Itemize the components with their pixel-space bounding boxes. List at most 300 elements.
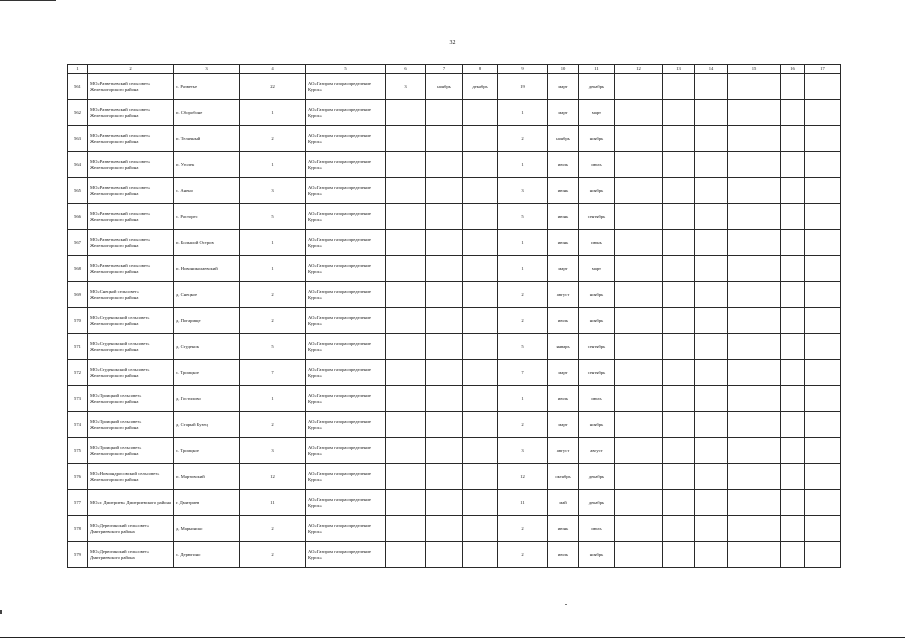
cell-col-7 <box>426 334 463 360</box>
cell-municipality: МО«Дерюгинский сельсовет» Дмитриевского района <box>88 516 174 542</box>
cell-col-6 <box>386 152 426 178</box>
cell-col-9-count: 5 <box>498 334 548 360</box>
cell-col-12-empty <box>615 282 663 308</box>
cell-col-17-empty <box>805 490 841 516</box>
cell-municipality: МО«Студенокский сельсовет» Железногорского района <box>88 334 174 360</box>
column-header-1: 1 <box>68 65 88 74</box>
cell-col-6 <box>386 386 426 412</box>
column-header-15: 15 <box>728 65 781 74</box>
column-header-13: 13 <box>663 65 695 74</box>
cell-col-4-count: 1 <box>240 100 306 126</box>
cell-col-11-end-month: ноябрь <box>579 282 615 308</box>
cell-col-6 <box>386 438 426 464</box>
cell-gas-organization: АО«Газпром газораспределение Курск» <box>306 74 386 100</box>
cell-gas-organization: АО«Газпром газораспределение Курск» <box>306 308 386 334</box>
cell-col-9-count: 2 <box>498 542 548 568</box>
cell-col-17-empty <box>805 542 841 568</box>
cell-col-9-count: 19 <box>498 74 548 100</box>
table-row <box>68 360 841 386</box>
cell-col-17-empty <box>805 464 841 490</box>
cell-col-11-end-month: март <box>579 100 615 126</box>
cell-col-17-empty <box>805 230 841 256</box>
cell-col-8 <box>463 230 498 256</box>
cell-col-11-end-month: сентябрь <box>579 204 615 230</box>
cell-col-7 <box>426 412 463 438</box>
cell-row-number: 574 <box>68 412 88 438</box>
cell-col-11-end-month: сентябрь <box>579 334 615 360</box>
table-header-row <box>68 65 841 74</box>
cell-col-17-empty <box>805 282 841 308</box>
cell-col-4-count: 2 <box>240 542 306 568</box>
cell-col-6 <box>386 178 426 204</box>
cell-settlement: с. Троицкое <box>174 438 240 464</box>
cell-col-12-empty <box>615 386 663 412</box>
cell-col-11-end-month: июль <box>579 152 615 178</box>
cell-col-13-empty <box>663 490 695 516</box>
table-row <box>68 386 841 412</box>
cell-col-16-empty <box>781 438 805 464</box>
cell-col-7 <box>426 542 463 568</box>
cell-col-9-count: 7 <box>498 360 548 386</box>
cell-gas-organization: АО«Газпром газораспределение Курск» <box>306 282 386 308</box>
cell-col-9-count: 12 <box>498 464 548 490</box>
cell-col-9-count: 11 <box>498 490 548 516</box>
cell-col-9-count: 1 <box>498 152 548 178</box>
cell-col-7 <box>426 100 463 126</box>
cell-municipality: МО«Разветьевский сельсовет» Железногорского района <box>88 100 174 126</box>
cell-col-17-empty <box>805 386 841 412</box>
scan-mark <box>0 610 2 614</box>
cell-col-15-empty <box>728 516 781 542</box>
cell-col-17-empty <box>805 100 841 126</box>
cell-col-17-empty <box>805 204 841 230</box>
cell-col-16-empty <box>781 126 805 152</box>
cell-col-11-end-month: декабрь <box>579 464 615 490</box>
cell-col-14-empty <box>695 412 728 438</box>
cell-settlement: д. Погарище <box>174 308 240 334</box>
cell-settlement: д. Старый Бузец <box>174 412 240 438</box>
table-row <box>68 282 841 308</box>
cell-municipality: МО«Разветьевский сельсовет» Железногорского района <box>88 126 174 152</box>
cell-row-number: 562 <box>68 100 88 126</box>
cell-col-15-empty <box>728 542 781 568</box>
cell-municipality: МО«Студенокский сельсовет» Железногорского района <box>88 360 174 386</box>
cell-col-15-empty <box>728 308 781 334</box>
cell-col-6 <box>386 126 426 152</box>
cell-settlement: п. Телячный <box>174 126 240 152</box>
cell-col-13-empty <box>663 204 695 230</box>
cell-settlement: п. Уголек <box>174 152 240 178</box>
cell-row-number: 572 <box>68 360 88 386</box>
cell-col-11-end-month: декабрь <box>579 74 615 100</box>
cell-col-17-empty <box>805 360 841 386</box>
cell-col-16-empty <box>781 360 805 386</box>
cell-municipality: МО«Троицкий сельсовет» Железногорского района <box>88 438 174 464</box>
cell-col-11-end-month: июль <box>579 386 615 412</box>
table-row <box>68 256 841 282</box>
cell-col-9-count: 1 <box>498 256 548 282</box>
cell-col-7 <box>426 230 463 256</box>
table-row <box>68 438 841 464</box>
cell-gas-organization: АО«Газпром газораспределение Курск» <box>306 386 386 412</box>
cell-col-7 <box>426 126 463 152</box>
cell-gas-organization: АО«Газпром газораспределение Курск» <box>306 516 386 542</box>
cell-col-13-empty <box>663 178 695 204</box>
cell-col-12-empty <box>615 464 663 490</box>
cell-col-17-empty <box>805 74 841 100</box>
cell-col-8 <box>463 412 498 438</box>
cell-gas-organization: АО«Газпром газораспределение Курск» <box>306 100 386 126</box>
table-row <box>68 334 841 360</box>
cell-col-8 <box>463 516 498 542</box>
cell-col-17-empty <box>805 334 841 360</box>
column-header-16: 16 <box>781 65 805 74</box>
cell-col-13-empty <box>663 516 695 542</box>
cell-row-number: 577 <box>68 490 88 516</box>
cell-gas-organization: АО«Газпром газораспределение Курск» <box>306 464 386 490</box>
cell-col-8 <box>463 464 498 490</box>
column-header-11: 11 <box>579 65 615 74</box>
cell-col-6 <box>386 100 426 126</box>
cell-col-10-start-month: июль <box>548 152 579 178</box>
cell-col-9-count: 3 <box>498 178 548 204</box>
cell-col-12-empty <box>615 152 663 178</box>
cell-row-number: 578 <box>68 516 88 542</box>
cell-col-8 <box>463 100 498 126</box>
cell-col-12-empty <box>615 308 663 334</box>
table-row <box>68 204 841 230</box>
bottom-rule <box>0 637 905 638</box>
cell-col-7 <box>426 516 463 542</box>
cell-col-13-empty <box>663 464 695 490</box>
cell-col-17-empty <box>805 178 841 204</box>
table-row <box>68 100 841 126</box>
cell-municipality: МО«Разветьевский сельсовет» Железногорского района <box>88 230 174 256</box>
cell-settlement: с. Анено <box>174 178 240 204</box>
cell-col-11-end-month: август <box>579 438 615 464</box>
cell-col-12-empty <box>615 334 663 360</box>
cell-col-4-count: 2 <box>240 412 306 438</box>
cell-col-13-empty <box>663 152 695 178</box>
cell-col-15-empty <box>728 438 781 464</box>
cell-col-13-empty <box>663 282 695 308</box>
cell-col-10-start-month: июнь <box>548 230 579 256</box>
cell-col-10-start-month: май <box>548 490 579 516</box>
column-header-6: 6 <box>386 65 426 74</box>
cell-col-4-count: 12 <box>240 464 306 490</box>
column-header-17: 17 <box>805 65 841 74</box>
cell-row-number: 568 <box>68 256 88 282</box>
cell-col-16-empty <box>781 230 805 256</box>
cell-col-15-empty <box>728 490 781 516</box>
cell-municipality: МО«г. Дмитриев» Дмитриевского района <box>88 490 174 516</box>
cell-col-12-empty <box>615 126 663 152</box>
cell-col-16-empty <box>781 386 805 412</box>
cell-col-15-empty <box>728 126 781 152</box>
cell-col-11-end-month: ноябрь <box>579 178 615 204</box>
cell-gas-organization: АО«Газпром газораспределение Курск» <box>306 126 386 152</box>
cell-col-6 <box>386 542 426 568</box>
cell-col-15-empty <box>728 360 781 386</box>
column-header-2: 2 <box>88 65 174 74</box>
cell-col-13-empty <box>663 542 695 568</box>
cell-col-12-empty <box>615 256 663 282</box>
cell-col-13-empty <box>663 74 695 100</box>
cell-col-8 <box>463 282 498 308</box>
cell-col-13-empty <box>663 256 695 282</box>
cell-col-4-count: 1 <box>240 256 306 282</box>
cell-col-4-count: 7 <box>240 360 306 386</box>
cell-col-15-empty <box>728 152 781 178</box>
cell-col-12-empty <box>615 74 663 100</box>
cell-col-12-empty <box>615 542 663 568</box>
cell-gas-organization: АО«Газпром газораспределение Курск» <box>306 204 386 230</box>
column-header-3: 3 <box>174 65 240 74</box>
cell-municipality: МО«Студенокский сельсовет» Железногорского района <box>88 308 174 334</box>
cell-col-10-start-month: март <box>548 360 579 386</box>
cell-col-17-empty <box>805 438 841 464</box>
column-header-8: 8 <box>463 65 498 74</box>
cell-gas-organization: АО«Газпром газораспределение Курск» <box>306 152 386 178</box>
cell-col-17-empty <box>805 126 841 152</box>
cell-col-9-count: 1 <box>498 100 548 126</box>
cell-settlement: с. Расторес <box>174 204 240 230</box>
cell-col-7: ноябрь <box>426 74 463 100</box>
cell-col-4-count: 2 <box>240 308 306 334</box>
cell-col-15-empty <box>728 204 781 230</box>
cell-col-10-start-month: июль <box>548 386 579 412</box>
cell-col-6 <box>386 490 426 516</box>
cell-settlement: п. Большой Остров <box>174 230 240 256</box>
cell-col-15-empty <box>728 386 781 412</box>
cell-col-8 <box>463 334 498 360</box>
cell-col-4-count: 3 <box>240 438 306 464</box>
cell-col-8 <box>463 490 498 516</box>
cell-col-8 <box>463 386 498 412</box>
cell-col-8 <box>463 308 498 334</box>
cell-col-7 <box>426 386 463 412</box>
cell-col-11-end-month: ноябрь <box>579 542 615 568</box>
cell-municipality: МО«Троицкий сельсовет» Железногорского района <box>88 386 174 412</box>
cell-col-12-empty <box>615 412 663 438</box>
cell-col-8 <box>463 256 498 282</box>
cell-col-4-count: 1 <box>240 230 306 256</box>
cell-col-10-start-month: март <box>548 256 579 282</box>
cell-col-17-empty <box>805 516 841 542</box>
cell-col-11-end-month: июль <box>579 516 615 542</box>
cell-col-16-empty <box>781 334 805 360</box>
table-row <box>68 412 841 438</box>
cell-row-number: 563 <box>68 126 88 152</box>
cell-col-4-count: 1 <box>240 152 306 178</box>
cell-col-10-start-month: август <box>548 438 579 464</box>
cell-col-6 <box>386 516 426 542</box>
cell-col-11-end-month: декабрь <box>579 490 615 516</box>
cell-col-14-empty <box>695 334 728 360</box>
gasification-table <box>67 64 841 568</box>
cell-col-8 <box>463 152 498 178</box>
cell-col-4-count: 11 <box>240 490 306 516</box>
cell-col-10-start-month: август <box>548 282 579 308</box>
cell-col-14-empty <box>695 152 728 178</box>
table-row <box>68 464 841 490</box>
table-row <box>68 542 841 568</box>
cell-col-9-count: 2 <box>498 516 548 542</box>
cell-col-4-count: 1 <box>240 386 306 412</box>
cell-col-7 <box>426 464 463 490</box>
cell-col-14-empty <box>695 360 728 386</box>
cell-col-4-count: 2 <box>240 282 306 308</box>
cell-row-number: 579 <box>68 542 88 568</box>
cell-col-12-empty <box>615 360 663 386</box>
column-header-4: 4 <box>240 65 306 74</box>
cell-settlement: с. Дерюгино <box>174 542 240 568</box>
cell-col-9-count: 2 <box>498 308 548 334</box>
cell-col-7 <box>426 308 463 334</box>
cell-col-10-start-month: ноябрь <box>548 126 579 152</box>
cell-col-4-count: 5 <box>240 334 306 360</box>
table-row <box>68 516 841 542</box>
table-row <box>68 74 841 100</box>
cell-col-13-empty <box>663 334 695 360</box>
cell-col-9-count: 1 <box>498 386 548 412</box>
cell-col-7 <box>426 438 463 464</box>
cell-col-9-count: 2 <box>498 126 548 152</box>
cell-col-7 <box>426 152 463 178</box>
cell-col-10-start-month: март <box>548 100 579 126</box>
cell-col-13-empty <box>663 100 695 126</box>
cell-col-13-empty <box>663 386 695 412</box>
cell-municipality: МО«Разветьевский сельсовет» Железногорского района <box>88 256 174 282</box>
cell-col-13-empty <box>663 308 695 334</box>
cell-row-number: 564 <box>68 152 88 178</box>
cell-col-15-empty <box>728 334 781 360</box>
cell-col-13-empty <box>663 412 695 438</box>
cell-col-11-end-month: ноябрь <box>579 126 615 152</box>
cell-gas-organization: АО«Газпром газораспределение Курск» <box>306 542 386 568</box>
cell-col-7 <box>426 282 463 308</box>
cell-row-number: 570 <box>68 308 88 334</box>
cell-col-6 <box>386 256 426 282</box>
top-left-rule <box>0 0 56 1</box>
cell-col-16-empty <box>781 464 805 490</box>
cell-row-number: 565 <box>68 178 88 204</box>
cell-gas-organization: АО«Газпром газораспределение Курск» <box>306 490 386 516</box>
table-row <box>68 152 841 178</box>
cell-col-14-empty <box>695 230 728 256</box>
cell-municipality: МО«Разветьевский сельсовет» Железногорского района <box>88 204 174 230</box>
cell-col-15-empty <box>728 282 781 308</box>
cell-col-13-empty <box>663 230 695 256</box>
cell-row-number: 576 <box>68 464 88 490</box>
cell-col-8 <box>463 360 498 386</box>
cell-col-16-empty <box>781 100 805 126</box>
cell-col-9-count: 2 <box>498 412 548 438</box>
cell-col-7 <box>426 360 463 386</box>
cell-col-14-empty <box>695 74 728 100</box>
cell-col-11-end-month: ноябрь <box>579 412 615 438</box>
cell-settlement: д. Студенок <box>174 334 240 360</box>
cell-col-17-empty <box>805 256 841 282</box>
cell-gas-organization: АО«Газпром газораспределение Курск» <box>306 360 386 386</box>
cell-col-16-empty <box>781 516 805 542</box>
cell-municipality: МО«Разветьевский сельсовет» Железногорского района <box>88 152 174 178</box>
cell-col-6 <box>386 308 426 334</box>
cell-gas-organization: АО«Газпром газораспределение Курск» <box>306 412 386 438</box>
cell-row-number: 566 <box>68 204 88 230</box>
cell-col-14-empty <box>695 542 728 568</box>
cell-col-10-start-month: июль <box>548 542 579 568</box>
cell-col-9-count: 5 <box>498 204 548 230</box>
cell-col-4-count: 22 <box>240 74 306 100</box>
cell-col-14-empty <box>695 386 728 412</box>
cell-col-16-empty <box>781 204 805 230</box>
cell-settlement: д. Снецкое <box>174 282 240 308</box>
cell-col-11-end-month: ноябрь <box>579 308 615 334</box>
cell-col-14-empty <box>695 178 728 204</box>
cell-col-14-empty <box>695 126 728 152</box>
cell-col-14-empty <box>695 516 728 542</box>
cell-settlement: с. Троицкое <box>174 360 240 386</box>
cell-col-8 <box>463 126 498 152</box>
cell-col-8 <box>463 542 498 568</box>
cell-col-4-count: 3 <box>240 178 306 204</box>
cell-col-10-start-month: март <box>548 74 579 100</box>
cell-col-7 <box>426 178 463 204</box>
cell-settlement: с. Разветье <box>174 74 240 100</box>
cell-col-6: 3 <box>386 74 426 100</box>
cell-col-9-count: 3 <box>498 438 548 464</box>
cell-municipality: МО«Троицкий сельсовет» Железногорского района <box>88 412 174 438</box>
cell-col-6 <box>386 412 426 438</box>
cell-settlement: д. Гостилово <box>174 386 240 412</box>
cell-col-8 <box>463 204 498 230</box>
cell-settlement: п. Сборобоне <box>174 100 240 126</box>
cell-row-number: 573 <box>68 386 88 412</box>
cell-col-4-count: 5 <box>240 204 306 230</box>
cell-municipality: МО«Новоандросовский сельсовет» Железногорского района <box>88 464 174 490</box>
cell-col-6 <box>386 334 426 360</box>
cell-col-10-start-month: июнь <box>548 178 579 204</box>
cell-settlement: д. Марьинско <box>174 516 240 542</box>
cell-col-6 <box>386 230 426 256</box>
cell-col-14-empty <box>695 490 728 516</box>
column-header-12: 12 <box>615 65 663 74</box>
cell-municipality: МО«Разветьевский сельсовет» Железногорского района <box>88 74 174 100</box>
table-body <box>68 74 841 568</box>
cell-col-16-empty <box>781 282 805 308</box>
cell-settlement: г. Дмитриев <box>174 490 240 516</box>
cell-col-12-empty <box>615 204 663 230</box>
cell-col-12-empty <box>615 438 663 464</box>
cell-col-10-start-month: июнь <box>548 204 579 230</box>
cell-col-14-empty <box>695 100 728 126</box>
cell-col-16-empty <box>781 308 805 334</box>
cell-col-16-empty <box>781 256 805 282</box>
cell-col-15-empty <box>728 74 781 100</box>
cell-col-8 <box>463 438 498 464</box>
cell-col-13-empty <box>663 360 695 386</box>
cell-municipality: МО«Дерюгинский сельсовет» Дмитриевского района <box>88 542 174 568</box>
cell-col-10-start-month: январь <box>548 334 579 360</box>
cell-gas-organization: АО«Газпром газораспределение Курск» <box>306 334 386 360</box>
cell-row-number: 575 <box>68 438 88 464</box>
column-header-7: 7 <box>426 65 463 74</box>
cell-col-10-start-month: март <box>548 412 579 438</box>
cell-col-9-count: 1 <box>498 230 548 256</box>
cell-col-15-empty <box>728 230 781 256</box>
cell-col-15-empty <box>728 464 781 490</box>
